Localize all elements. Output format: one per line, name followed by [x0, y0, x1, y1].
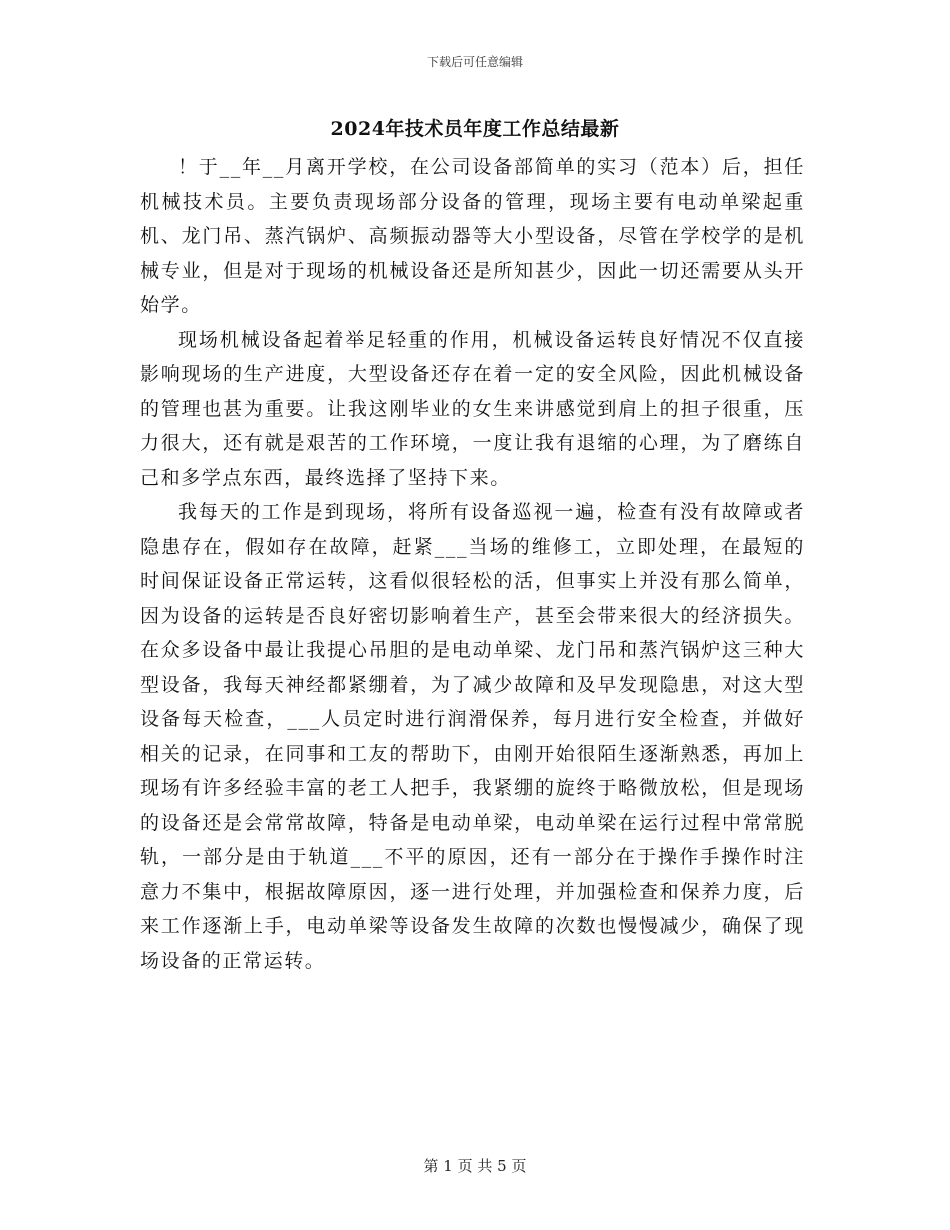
paragraph-3: 我每天的工作是到现场，将所有设备巡视一遍，检查有没有故障或者隐患存在，假如存在故障，赶紧___当场的维修工，立即处理，在最短的时间保证设备正常运转，这看似很轻松的活，但事实上并没有那么简单，因为设备的运转是否良好密切影响着生产，甚至会带来很大的经济损失。在众多设备中最让我提心吊胆的是电动单梁、龙门吊和蒸汽锅炉这三种大型设备，我每天神经都紧绷着，为了减少故障和及早发现隐患，对这大型设备每天检查，___人员定时进行润滑保养，每月进行安全检查，并做好相关的记录，在同事和工友的帮助下，由刚开始很陌生逐渐熟悉，再加上现场有许多经验丰富的老工人把手，我紧绷的旋终于略微放松，但是现场的设备还是会常常故障，特备是电动单梁，电动单梁在运行过程中常常脱轨，一部分是由于轨道___不平的原因，还有一部分在于操作手操作时注意力不集中，根据故障原因，逐一进行处理，并加强检查和保养力度，后来工作逐渐上手，电动单梁等设备发生故障的次数也慢慢减少，确保了现场设备的正常运转。	[140, 501, 805, 972]
page-number: 第 1 页 共 5 页	[423, 1157, 527, 1175]
document-body	[140, 150, 805, 978]
header-note: 下载后可任意编辑	[426, 55, 523, 69]
paragraph-1: ！于__年__月离开学校，在公司设备部简单的实习（范本）后，担任机械技术员。主要负责现场部分设备的管理，现场主要有电动单梁起重机、龙门吊、蒸汽锅炉、高频振动器等大小型设备，尽管在学校学的是机械专业，但是对于现场的机械设备还是所知甚少，因此一切还需要从头开始学。	[140, 156, 805, 316]
document-title: 2024年技术员年度工作总结最新	[330, 118, 620, 140]
paragraph-2: 现场机械设备起着举足轻重的作用，机械设备运转良好情况不仅直接影响现场的生产进度，大型设备还存在着一定的安全风险，因此机械设备的管理也甚为重要。让我这刚毕业的女生来讲感觉到肩上的担子很重，压力很大，还有就是艰苦的工作环境，一度让我有退缩的心理，为了磨练自己和多学点东西，最终选择了坚持下来。	[140, 328, 805, 489]
